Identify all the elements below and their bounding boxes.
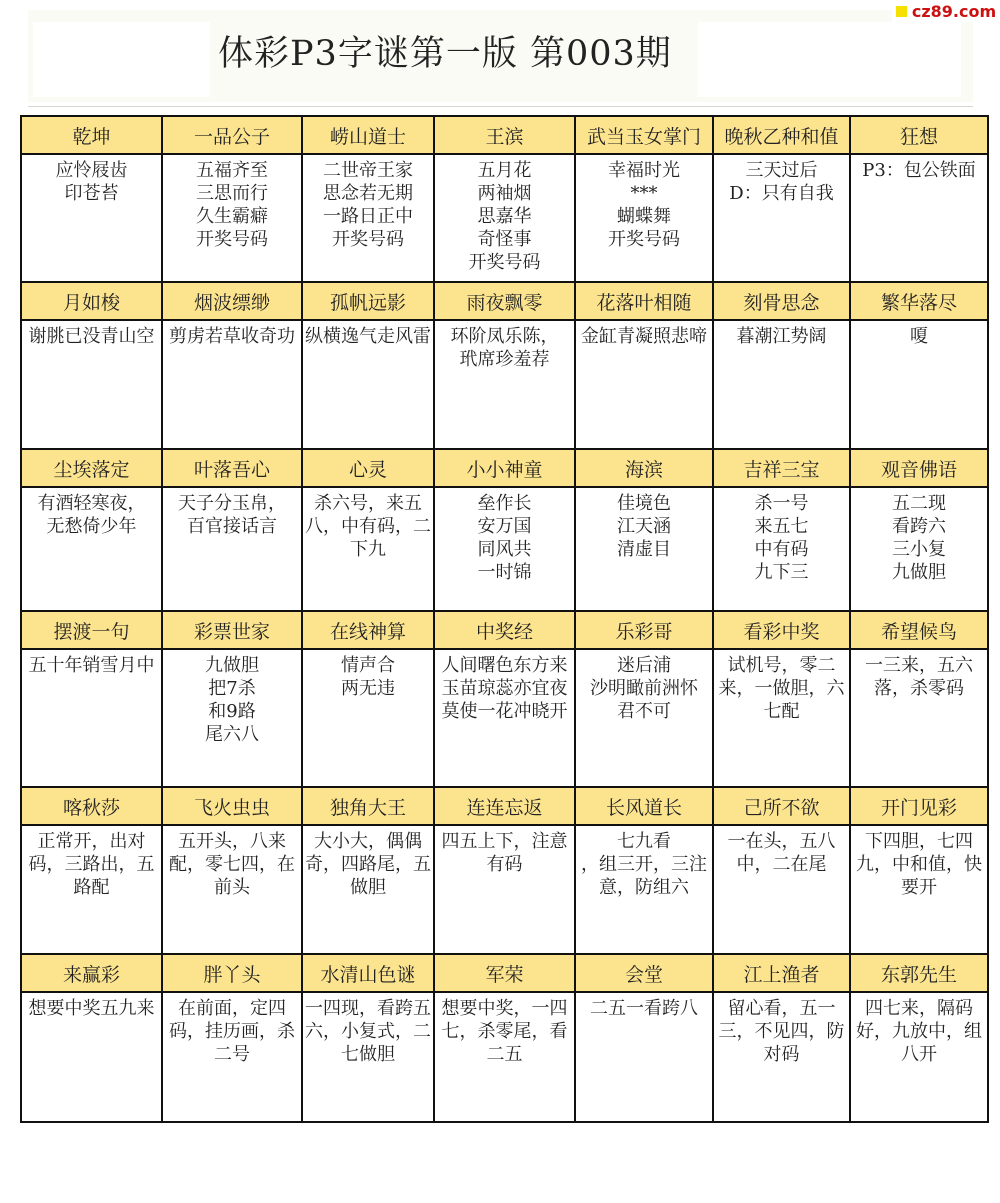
puzzle-cell (162, 992, 302, 1122)
puzzle-line: 九做胆 (205, 655, 259, 676)
puzzle-cell (713, 320, 850, 449)
puzzle-line: 五十年销雪月中 (28, 655, 155, 676)
puzzle-cell (434, 320, 575, 449)
puzzle-line: 把7杀 (208, 678, 256, 699)
column-header-cell: 军荣 (434, 954, 575, 992)
watermark (892, 0, 1000, 22)
puzzle-line: 谢朓已没青山空 (28, 326, 155, 347)
puzzle-line: 和9路 (208, 701, 256, 722)
puzzle-line: 玉苗琼蕊亦宜夜 (441, 678, 568, 699)
puzzle-line: 情声合 (341, 655, 395, 676)
puzzle-line: 嗄 (910, 326, 928, 347)
puzzle-line: 玳席珍羞荐 (459, 349, 550, 370)
puzzle-line: 留心看，五一三，不见四，防对码 (718, 998, 845, 1065)
puzzle-line: 开奖号码 (468, 252, 541, 273)
watermark-square-icon (896, 6, 907, 17)
content-row (21, 487, 988, 611)
column-header-cell: 孤帆远影 (302, 282, 434, 320)
header-row (21, 954, 988, 992)
puzzle-cell (713, 649, 850, 787)
puzzle-cell (434, 154, 575, 282)
title-divider (28, 106, 973, 107)
column-header-cell: 晚秋乙种和值 (713, 116, 850, 154)
puzzle-line: 应怜屐齿 (55, 160, 128, 181)
column-header-cell: 尘埃落定 (21, 449, 162, 487)
puzzle-line: 二五一看跨八 (590, 998, 698, 1019)
puzzle-line: 清虚目 (617, 539, 671, 560)
column-header-cell: 东郭先生 (850, 954, 988, 992)
column-header-cell: 独角大王 (302, 787, 434, 825)
column-header-cell: 花落叶相随 (575, 282, 713, 320)
puzzle-line: 佳境色 (617, 493, 671, 514)
puzzle-line: 两袖烟 (477, 183, 532, 204)
puzzle-line: 久生霸癖 (196, 206, 268, 227)
puzzle-cell (575, 992, 713, 1122)
puzzle-line: 五月花 (477, 160, 532, 181)
puzzle-cell (575, 487, 713, 611)
puzzle-line: 百官接话言 (187, 516, 277, 537)
column-header-cell: 吉祥三宝 (713, 449, 850, 487)
title-blank-right (698, 22, 961, 97)
column-header-cell: 刻骨思念 (713, 282, 850, 320)
content-row (21, 992, 988, 1122)
column-header-cell: 江上渔者 (713, 954, 850, 992)
column-header-cell: 叶落吾心 (162, 449, 302, 487)
puzzle-line: 看跨六 (892, 516, 946, 537)
column-header-cell: 心灵 (302, 449, 434, 487)
puzzle-cell (162, 487, 302, 611)
puzzle-line: 正常开，出对码，三路出，五路配 (28, 831, 155, 898)
column-header-cell: 乾坤 (21, 116, 162, 154)
content-row (21, 320, 988, 449)
puzzle-cell (850, 154, 988, 282)
puzzle-line: 三小复 (892, 539, 946, 560)
puzzle-line: 五二现 (892, 493, 946, 514)
puzzle-cell (21, 320, 162, 449)
puzzle-line: 莫使一花冲晓开 (441, 701, 568, 722)
puzzle-cell (575, 649, 713, 787)
puzzle-line: 环阶凤乐陈， (450, 326, 559, 347)
puzzle-cell (162, 649, 302, 787)
puzzle-line: P3：包公铁面 (862, 160, 976, 181)
puzzle-line: 三思而行 (196, 183, 268, 204)
puzzle-line: D：只有自我 (729, 183, 834, 204)
header-row (21, 611, 988, 649)
column-header-cell: 在线神算 (302, 611, 434, 649)
puzzle-line: 九下三 (754, 562, 809, 583)
puzzle-cell (434, 825, 575, 954)
column-header-cell: 会堂 (575, 954, 713, 992)
puzzle-grid (20, 115, 989, 1123)
watermark-text: cz89.com (911, 1, 997, 21)
puzzle-line: *** (630, 183, 658, 204)
puzzle-line: 思嘉华 (477, 206, 532, 227)
puzzle-line: 五开头，八来配，零七四，在前头 (169, 831, 295, 898)
puzzle-line: 蝴蝶舞 (617, 206, 671, 227)
puzzle-cell (850, 487, 988, 611)
puzzle-cell (302, 154, 434, 282)
puzzle-cell (302, 649, 434, 787)
column-header-cell: 希望候鸟 (850, 611, 988, 649)
puzzle-line: 四七来，隔码好，九放中，组八开 (856, 998, 982, 1065)
column-header-cell: 来赢彩 (21, 954, 162, 992)
column-header-cell: 观音佛语 (850, 449, 988, 487)
content-row (21, 649, 988, 787)
column-header-cell: 乐彩哥 (575, 611, 713, 649)
column-header-cell: 连连忘返 (434, 787, 575, 825)
puzzle-line: 同风共 (477, 539, 532, 560)
puzzle-cell (302, 320, 434, 449)
puzzle-cell (575, 154, 713, 282)
puzzle-cell (434, 992, 575, 1122)
puzzle-cell (850, 992, 988, 1122)
puzzle-line: 开奖号码 (608, 229, 680, 250)
column-header-cell: 王滨 (434, 116, 575, 154)
puzzle-line: 一四现，看跨五六，小复式，二七做胆 (305, 998, 431, 1065)
header-row (21, 282, 988, 320)
puzzle-line: 想要中奖，一四七，杀零尾，看二五 (441, 998, 568, 1065)
column-header-cell: 狂想 (850, 116, 988, 154)
puzzle-line: 七九看 (617, 831, 671, 852)
puzzle-cell (713, 825, 850, 954)
puzzle-line: 开奖号码 (196, 229, 268, 250)
puzzle-cell (575, 825, 713, 954)
puzzle-line: 想要中奖五九来 (28, 998, 155, 1019)
column-header-cell: 开门见彩 (850, 787, 988, 825)
header-row (21, 787, 988, 825)
puzzle-line: 思念若无期 (323, 183, 413, 204)
puzzle-cell (575, 320, 713, 449)
puzzle-cell (162, 154, 302, 282)
column-header-cell: 海滨 (575, 449, 713, 487)
puzzle-cell (434, 487, 575, 611)
puzzle-line: 二世帝王家 (323, 160, 413, 181)
column-header-cell: 月如梭 (21, 282, 162, 320)
puzzle-line: 尾六八 (205, 724, 259, 745)
puzzle-line: 一路日正中 (323, 206, 413, 227)
puzzle-line: ，组三开，三注意，防组六 (581, 854, 707, 898)
puzzle-cell (850, 649, 988, 787)
column-header-cell: 摆渡一句 (21, 611, 162, 649)
puzzle-cell (21, 992, 162, 1122)
puzzle-line: 幸福时光 (608, 160, 680, 181)
puzzle-line: 有酒轻寒夜， (37, 493, 146, 514)
puzzle-cell (21, 154, 162, 282)
puzzle-cell (302, 992, 434, 1122)
page-title: 体彩P3字谜第一版 第003期 (218, 34, 672, 74)
puzzle-line: 印苍苔 (64, 183, 119, 204)
puzzle-line: 两无违 (341, 678, 395, 699)
puzzle-cell (302, 487, 434, 611)
puzzle-line: 五福齐至 (196, 160, 268, 181)
column-header-cell: 一品公子 (162, 116, 302, 154)
puzzle-line: 奇怪事 (477, 229, 532, 250)
puzzle-line: 沙明瞰前洲怀 (590, 678, 698, 699)
puzzle-line: 四五上下，注意有码 (441, 831, 568, 875)
puzzle-line: 大小大，偶偶奇，四路尾，五做胆 (305, 831, 431, 898)
puzzle-line: 杀六号，来五八，中有码，二下九 (305, 493, 431, 560)
column-header-cell: 胖丫头 (162, 954, 302, 992)
puzzle-line: 一时锦 (477, 562, 532, 583)
puzzle-line: 君不可 (617, 701, 671, 722)
puzzle-cell (713, 154, 850, 282)
content-row (21, 154, 988, 282)
column-header-cell: 繁华落尽 (850, 282, 988, 320)
column-header-cell: 小小神童 (434, 449, 575, 487)
puzzle-cell (713, 487, 850, 611)
puzzle-cell (162, 825, 302, 954)
puzzle-line: 江天涵 (617, 516, 671, 537)
puzzle-line: 垒作长 (477, 493, 532, 514)
puzzle-line: 暮潮江势阔 (736, 326, 827, 347)
puzzle-line: 金缸青凝照悲啼 (581, 326, 707, 347)
puzzle-line: 一三来，五六落，杀零码 (865, 655, 973, 699)
column-header-cell: 雨夜飘零 (434, 282, 575, 320)
puzzle-line: 安万国 (477, 516, 532, 537)
puzzle-cell (850, 320, 988, 449)
puzzle-line: 下四胆，七四九，中和值，快要开 (856, 831, 982, 898)
column-header-cell: 中奖经 (434, 611, 575, 649)
puzzle-line: 中有码 (754, 539, 809, 560)
puzzle-line: 试机号，零二来，一做胆，六七配 (718, 655, 845, 722)
puzzle-line: 九做胆 (892, 562, 946, 583)
content-row (21, 825, 988, 954)
puzzle-cell (850, 825, 988, 954)
puzzle-cell (302, 825, 434, 954)
puzzle-line: 剪虏若草收奇功 (169, 326, 295, 347)
column-header-cell: 武当玉女掌门 (575, 116, 713, 154)
column-header-cell: 烟波缥缈 (162, 282, 302, 320)
puzzle-line: 在前面，定四码，挂历画，杀二号 (169, 998, 295, 1065)
puzzle-line: 无愁倚少年 (46, 516, 137, 537)
puzzle-line: 开奖号码 (332, 229, 404, 250)
puzzle-cell (713, 992, 850, 1122)
column-header-cell: 看彩中奖 (713, 611, 850, 649)
puzzle-line: 来五七 (754, 516, 809, 537)
puzzle-line: 三天过后 (745, 160, 818, 181)
puzzle-line: 一在头，五八中，二在尾 (727, 831, 836, 875)
column-header-cell: 崂山道士 (302, 116, 434, 154)
puzzle-cell (162, 320, 302, 449)
puzzle-cell (21, 487, 162, 611)
column-header-cell: 喀秋莎 (21, 787, 162, 825)
puzzle-line: 天子分玉帛， (178, 493, 286, 514)
header-row (21, 116, 988, 154)
puzzle-line: 杀一号 (754, 493, 809, 514)
column-header-cell: 己所不欲 (713, 787, 850, 825)
header-row (21, 449, 988, 487)
column-header-cell: 水清山色谜 (302, 954, 434, 992)
puzzle-line: 人间曙色东方来 (441, 655, 568, 676)
column-header-cell: 彩票世家 (162, 611, 302, 649)
puzzle-cell (21, 649, 162, 787)
puzzle-cell (434, 649, 575, 787)
column-header-cell: 飞火虫虫 (162, 787, 302, 825)
column-header-cell: 长风道长 (575, 787, 713, 825)
puzzle-line: 迷后浦 (617, 655, 671, 676)
title-blank-left (33, 22, 210, 97)
puzzle-cell (21, 825, 162, 954)
puzzle-line: 纵横逸气走风雷 (305, 326, 431, 347)
